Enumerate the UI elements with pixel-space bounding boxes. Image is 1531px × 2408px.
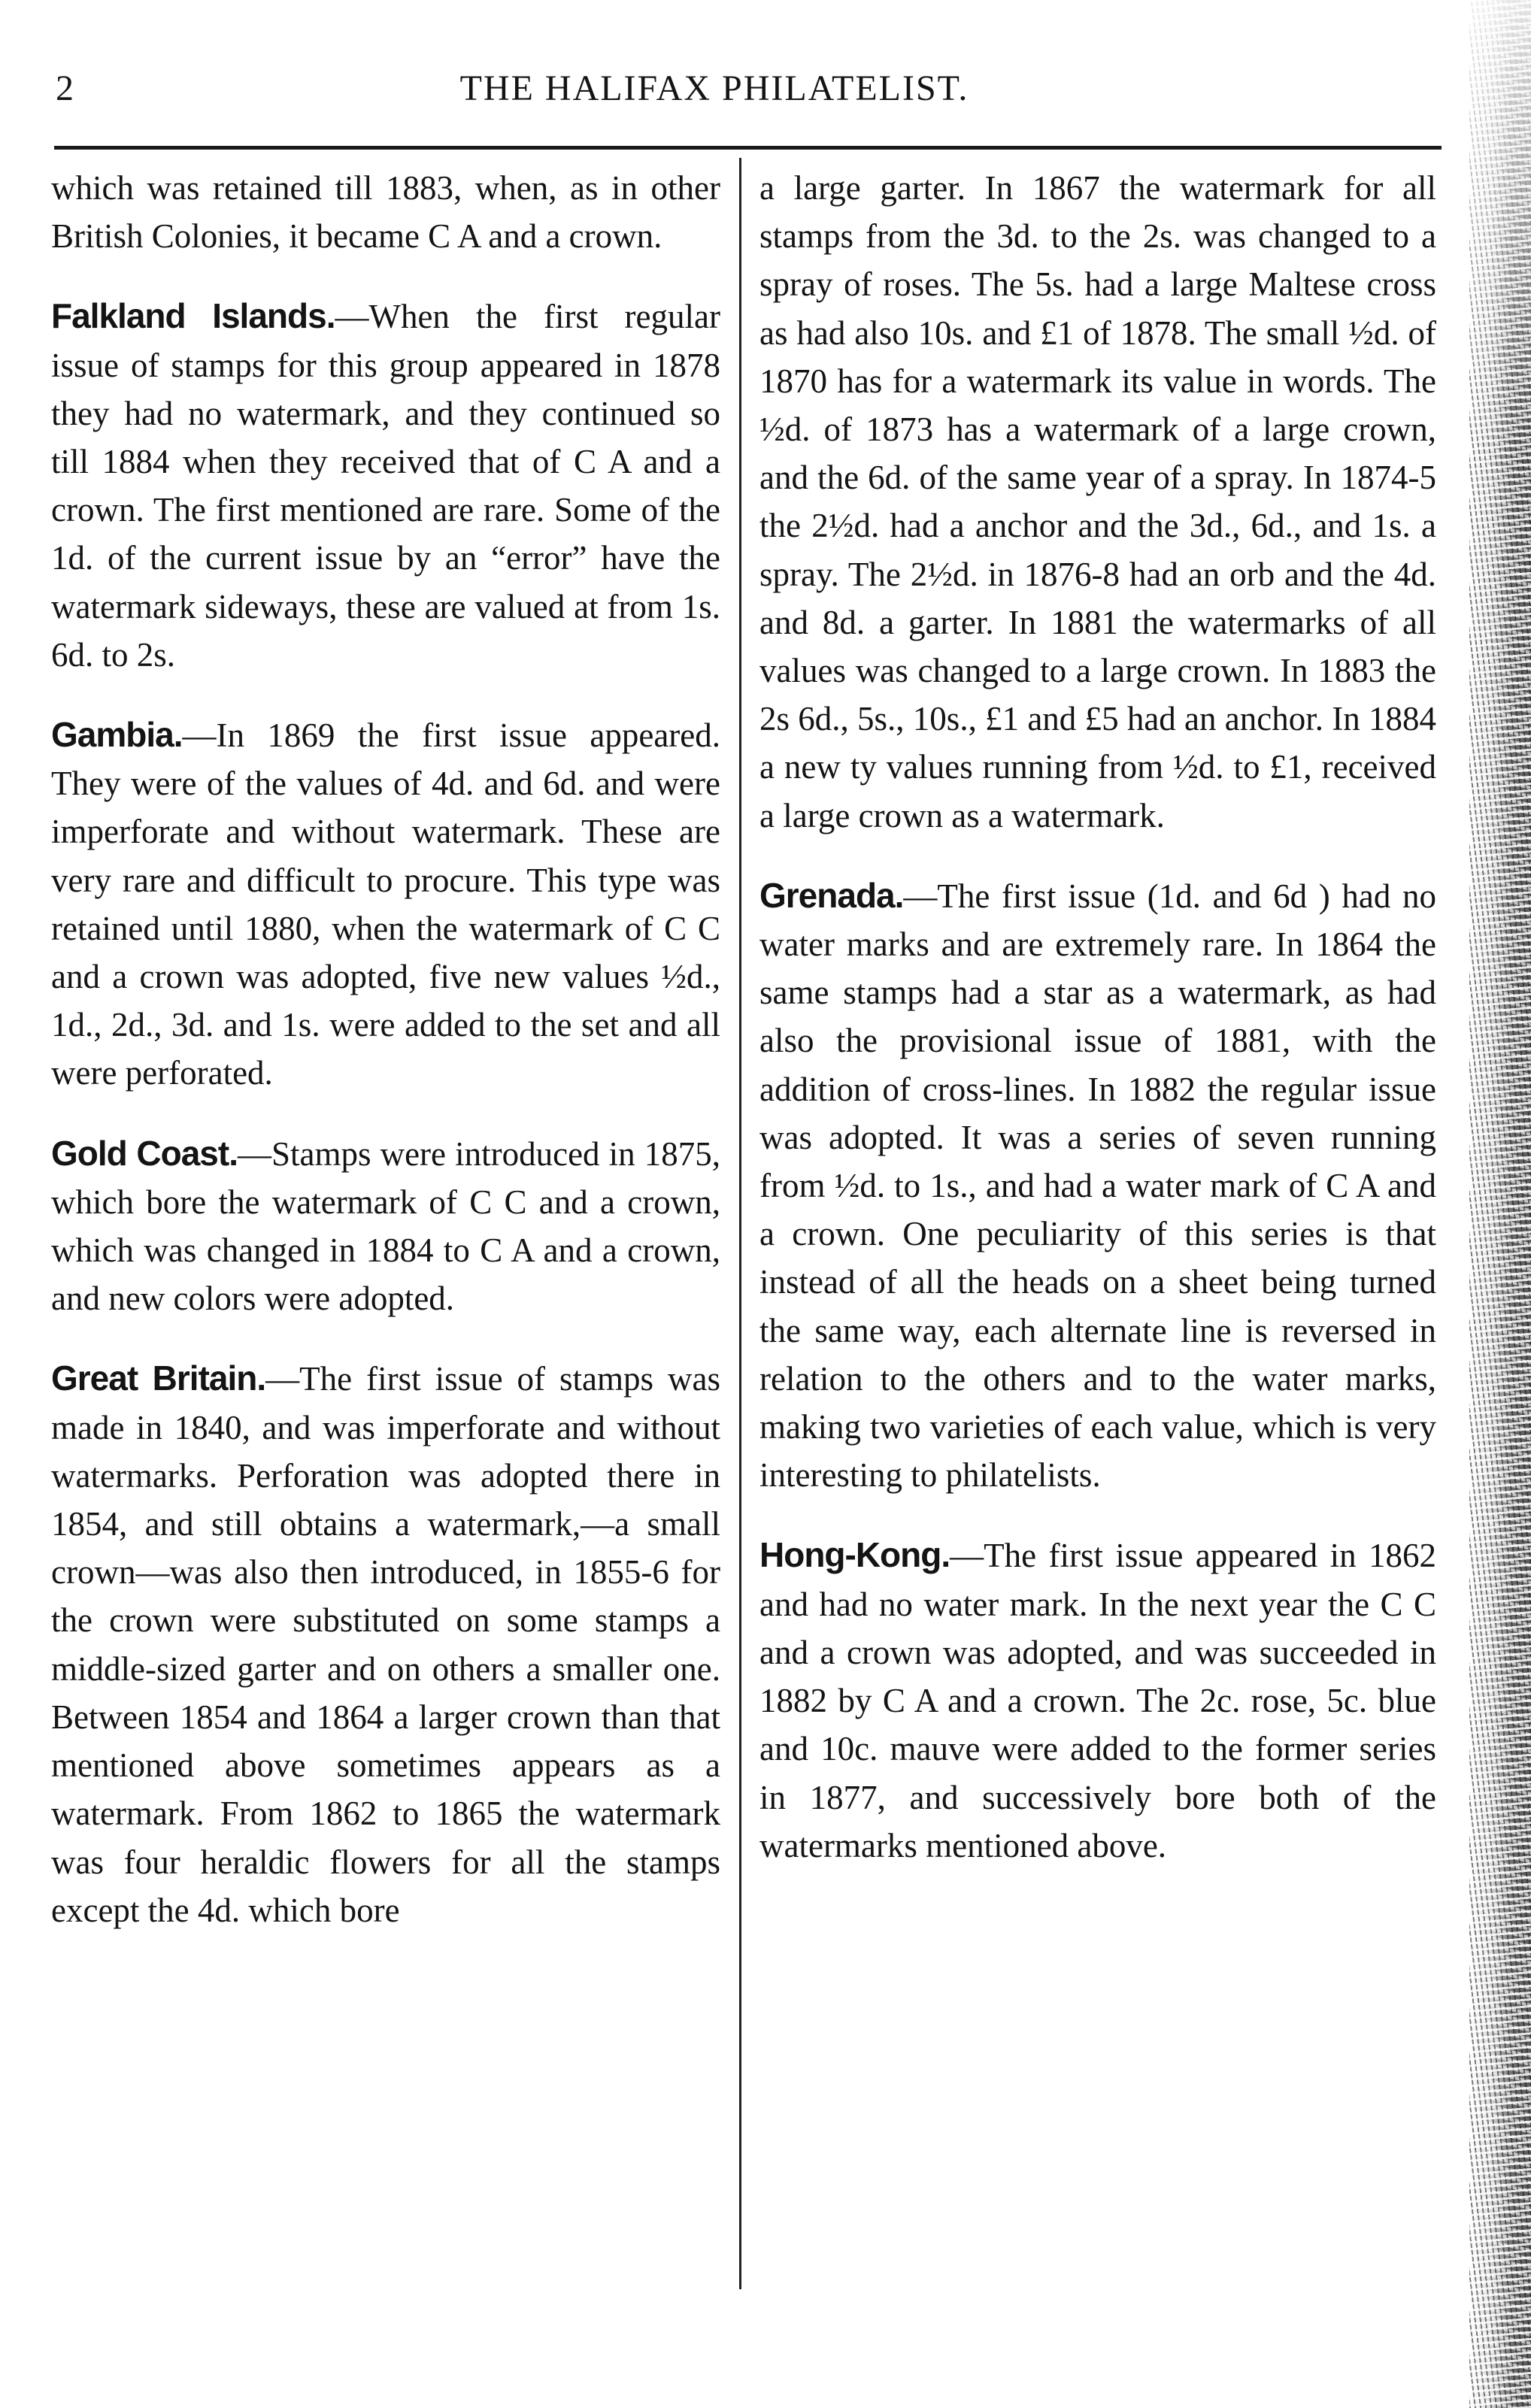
entry-falkland-islands xyxy=(51,292,720,679)
entry-heading: Falkland Islands. xyxy=(51,296,335,336)
entry-text: —In 1869 the first issue appeared. They were of the values of 4d. and 6d. and were imperforate and without watermark. These are very rare and difficult to procure. This type was retained until 1880, when the watermark of C C and a crown was adopted, five new values ½d., 1d., 2d., 3d. and 1s. were added to the set and all were perforated. xyxy=(51,716,720,1092)
paragraph-text: a large garter. In 1867 the watermark for all stamps from the 3d. to the 2s. was changed to a spray of roses. The 5s. had a large Maltese cross as had also 10s. and £1 of 1878. The small ½d. of 1870 has for a watermark its value in words. The ½d. of 1873 has a watermark of a large crown, and the 6d. of the same year of a spray. In 1874-5 the 2½d. had a anchor and the 3d., 6d., and 1s. a spray. The 2½d. in 1876-8 had an orb and the 4d. and 8d. a garter. In 1881 the watermarks of all values was changed to a large crown. In 1883 the 2s 6d., 5s., 10s., £1 and £5 had an anchor. In 1884 a new ty values running from ½d. to £1, received a large crown as a watermark. xyxy=(759,169,1436,834)
entry-text: —The first issue of stamps was made in 1840, and was imperforate and without watermarks. Perforation was adopted there in 1854, and still obtains a watermark,—a small crown—was also then introduced, in 1855-6 for the crown were substituted on some stamps a middle-sized garter and on others a smaller one. Between 1854 and 1864 a larger crown than that mentioned above sometimes appears as a watermark. From 1862 to 1865 the watermark was four heraldic flowers for all the stamps except the 4d. which bore xyxy=(51,1360,720,1929)
entry-heading: Gambia. xyxy=(51,715,183,755)
entry-great-britain xyxy=(51,1354,720,1934)
header-rule xyxy=(54,146,1442,150)
entry-text: —Stamps were introduced in 1875, which bore the watermark of C C and a crown, which was changed in 1884 to C A and a crown, and new colors were adopted. xyxy=(51,1134,720,1318)
paragraph-continuation-left xyxy=(51,164,720,260)
left-column xyxy=(51,164,720,1934)
running-title: THE HALIFAX PHILATELIST. xyxy=(459,68,969,108)
scanned-page-edge-fade xyxy=(1469,0,1531,451)
entry-gambia xyxy=(51,710,720,1098)
entry-text: —The first issue (1d. and 6d ) had no water marks and are extremely rare. In 1864 the same stamps had a star as a watermark, as had also the provisional issue of 1881, with the addition of cross-lines. In 1882 the regular issue was adopted. It was a series of seven running from ½d. to 1s., and had a water mark of C A and a crown. One peculiarity of this series is that instead of all the heads on a sheet being turned the same way, each alternate line is reversed in relation to the others and to the water marks, making two varieties of each value, which is very interesting to philatelists. xyxy=(759,877,1436,1495)
entry-grenada xyxy=(759,871,1436,1500)
entry-gold-coast xyxy=(51,1129,720,1323)
entry-hong-kong xyxy=(759,1531,1436,1869)
entry-text: —When the first regular issue of stamps for this group appeared in 1878 they had no watermark, and they continued so till 1884 when they received that of C A and a crown. The first mentioned are rare. Some of the 1d. of the current issue by an “error” have the watermark sideways, these are valued at from 1s. 6d. to 2s. xyxy=(51,298,720,674)
paragraph-continuation-right xyxy=(759,164,1436,840)
right-column xyxy=(759,164,1436,1870)
entry-heading: Gold Coast. xyxy=(51,1133,238,1173)
column-divider xyxy=(739,158,741,2289)
page-number: 2 xyxy=(56,68,74,108)
paragraph-text: which was retained till 1883, when, as in other British Colonies, it became C A and a crown. xyxy=(51,169,720,256)
entry-heading: Great Britain. xyxy=(51,1358,266,1398)
entry-text: —The first issue appeared in 1862 and had no water mark. In the next year the C C and a crown was adopted, and was succeeded in 1882 by C A and a crown. The 2c. rose, 5c. blue and 10c. mauve were added to the former series in 1877, and successively bore both of the watermarks mentioned above. xyxy=(759,1537,1436,1864)
entry-heading: Hong-Kong. xyxy=(759,1535,950,1575)
entry-heading: Grenada. xyxy=(759,875,904,915)
